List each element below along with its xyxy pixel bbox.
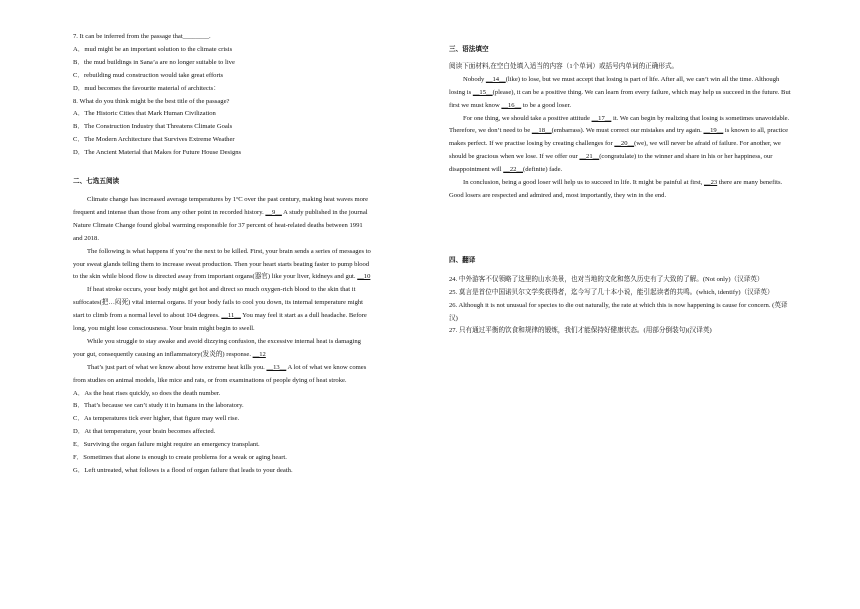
q7-option-b: B．the mud buildings in Sana’a are no longer suitable to live — [73, 58, 235, 66]
paragraph-text: (embarrass). We must correct our mistakes and try again. — [551, 127, 704, 135]
grammar-paragraph-3 — [449, 177, 793, 203]
paragraph-text: While you struggle to stay awake and avoid dizzying confusion, the excessive internal heat is damaging your gut, consequently causing an inflammatory(发炎的) response. — [73, 337, 361, 358]
paragraph-text: That’s just part of what we know about how extreme heat kills you. — [87, 363, 267, 371]
question-25: 25. 莫言是首位中国诺贝尔文学奖获得者，迄今写了几十本小说，能引起读者的共鸣。(which, identify)（汉译英） — [449, 288, 774, 296]
q8-option-a: A．The Historic Cities that Mark Human Civilization — [73, 110, 216, 118]
paragraph-text: In conclusion, being a good loser will help us to succeed in life. It might be painful at first, — [463, 179, 704, 187]
section-2-title: 二、七选五阅读 — [73, 178, 120, 186]
paragraph-text: The following is what happens if you’re the next to be killed. First, your brain sends a series of messages to your sweat glands telling them to increase sweat production. Then your heart starts beating faster to pump blood to the skin while blood flow is directed away from important organs(器官) like your liver, kidneys and gut. — [73, 247, 371, 281]
paragraph-text: For one thing, we should take a positive attitude — [463, 114, 592, 122]
blank-14: __14__ — [485, 75, 506, 83]
seven-option-a: A．As the heat rises quickly, so does the death number. — [73, 389, 221, 397]
question-8: 8. What do you think might be the best title of the passage? — [73, 97, 230, 105]
paragraph-text: Nobody — [463, 75, 486, 83]
q7-option-d: D．mud becomes the favourite material of architects： — [73, 84, 220, 92]
seven-option-b: B．That’s because we can’t study it in humans in the laboratory. — [73, 402, 244, 410]
paragraph-text: (we), we will never be afraid of failure. For another, we should be gracious when we lose. If we offer our — [449, 140, 781, 161]
seven-option-d: D．At that temperature, your brain becomes affected. — [73, 428, 216, 436]
blank-11: __11__ — [221, 312, 241, 320]
paragraph-text: (please), it can be a positive thing. We can learn from every failure, which may help us succeed in the future. But first we must know — [449, 88, 791, 109]
question-27: 27. 只有通过平衡的饮食和规律的锻炼，我们才能保持好健康状态。(用部分倒装句)(汉译英) — [449, 327, 712, 335]
blank-21: __21__ — [579, 153, 600, 161]
question-7: 7. It can be inferred from the passage that________. — [73, 33, 211, 40]
blank-18: __18__ — [531, 127, 552, 135]
blank-16: __16__ — [501, 101, 522, 109]
paragraph-text: (definite) fade. — [523, 166, 563, 174]
paragraph-text: it. We can begin by realizing that losing is sometimes unavoidable. Therefore, we don’t need to be — [449, 114, 790, 135]
grammar-paragraph-1 — [449, 74, 793, 113]
blank-22: __22__ — [503, 166, 523, 174]
seven-option-e: E．Surviving the organ failure might require an emergency transplant. — [73, 441, 260, 449]
paragraph-text: Climate change has increased average temperatures by 1ºC over the past century, making heat waves more frequent and intense than those from any other point in recorded history. — [73, 195, 369, 216]
cloze-paragraph-4 — [73, 336, 373, 362]
paragraph-text: to be a good loser. — [521, 101, 571, 109]
paragraph-text: A lot of what we know comes from studies on animal models, like mice and rats, or from examinations of people dying of heat stroke. — [73, 363, 367, 384]
paragraph-text: (like) to lose, but we must accept that losing is part of life. After all, we can’t win all the time. Although losing is — [449, 75, 780, 96]
cloze-paragraph-1 — [73, 194, 373, 246]
seven-option-f: F．Sometimes that alone is enough to create problems for a weak or aging heart. — [73, 454, 287, 462]
seven-option-c: C．As temperatures tick ever higher, that figure may well rise. — [73, 415, 240, 423]
paragraph-text: (congratulate) to the winner and share in his or her happiness, our disappointment will — [449, 153, 773, 174]
q8-option-d: D．The Ancient Material that Makes for Future House Designs — [73, 149, 242, 157]
blank-12: __12 — [252, 350, 266, 358]
cloze-paragraph-2 — [73, 246, 373, 285]
paragraph-text: is known to all, practice makes perfect. If we practise losing by creating challenges for — [449, 127, 789, 148]
cloze-paragraph-3 — [73, 284, 373, 336]
question-24: 24. 中外游客不仅领略了这里的山水美景，也对当地的文化和悠久历史有了大致的了解。(Not only)（汉译英） — [449, 275, 764, 283]
left-column — [73, 31, 373, 478]
blank-20: __20__ — [614, 140, 635, 148]
right-column — [449, 44, 793, 338]
paragraph-text: there are many benefits. Good losers are respected and admired and, most importantly, they win in the end. — [449, 179, 783, 199]
section-4-title: 四、翻译 — [449, 256, 476, 264]
blank-13: __13__ — [266, 363, 287, 371]
q7-option-a: A．mud might be an important solution to the climate crisis — [73, 45, 233, 53]
blank-17: __17__ — [591, 114, 612, 122]
blank-23: __23 — [703, 179, 718, 187]
grammar-instruction: 阅读下面材料,在空白处填入适当的内容（1个单词）或括号内单词的正确形式。 — [449, 62, 679, 70]
q8-option-b: B．The Construction Industry that Threatens Climate Goals — [73, 123, 233, 131]
cloze-paragraph-5 — [73, 362, 373, 388]
paragraph-text: If heat stroke occurs, your body might get hot and direct so much oxygen-rich blood to the skin that it suffocates(把…闷死) vital internal organs. If your body fails to cool you down, its internal temperature might start to climb from a normal level to about 104 degrees. — [73, 286, 363, 320]
blank-9: __9__ — [265, 208, 282, 216]
paragraph-text: You may feel it start as a dull headache. Before long, you might lose consciousness. Your brain might begin to swell. — [73, 312, 367, 333]
blank-19: __19__ — [703, 127, 724, 135]
q8-option-c: C．The Modern Architecture that Survives Extreme Weather — [73, 136, 235, 144]
q7-option-c: C．rebuilding mud construction would take great efforts — [73, 71, 224, 79]
grammar-paragraph-2 — [449, 113, 793, 178]
paragraph-text: A study published in the journal Nature Climate Change found global warming responsible for 37 percent of heat-related deaths between 1991 and 2018. — [73, 208, 368, 242]
seven-option-g: G．Left untreated, what follows is a flood of organ failure that leads to your death. — [73, 467, 293, 474]
blank-10: __10 — [357, 273, 371, 281]
blank-15: __15__ — [472, 88, 493, 96]
question-26: 26. Although it is not unusual for species to die out naturally, the rate at which this is now happening is cause for concern. (英译汉) — [449, 301, 788, 322]
section-3-title: 三、语法填空 — [449, 46, 489, 53]
